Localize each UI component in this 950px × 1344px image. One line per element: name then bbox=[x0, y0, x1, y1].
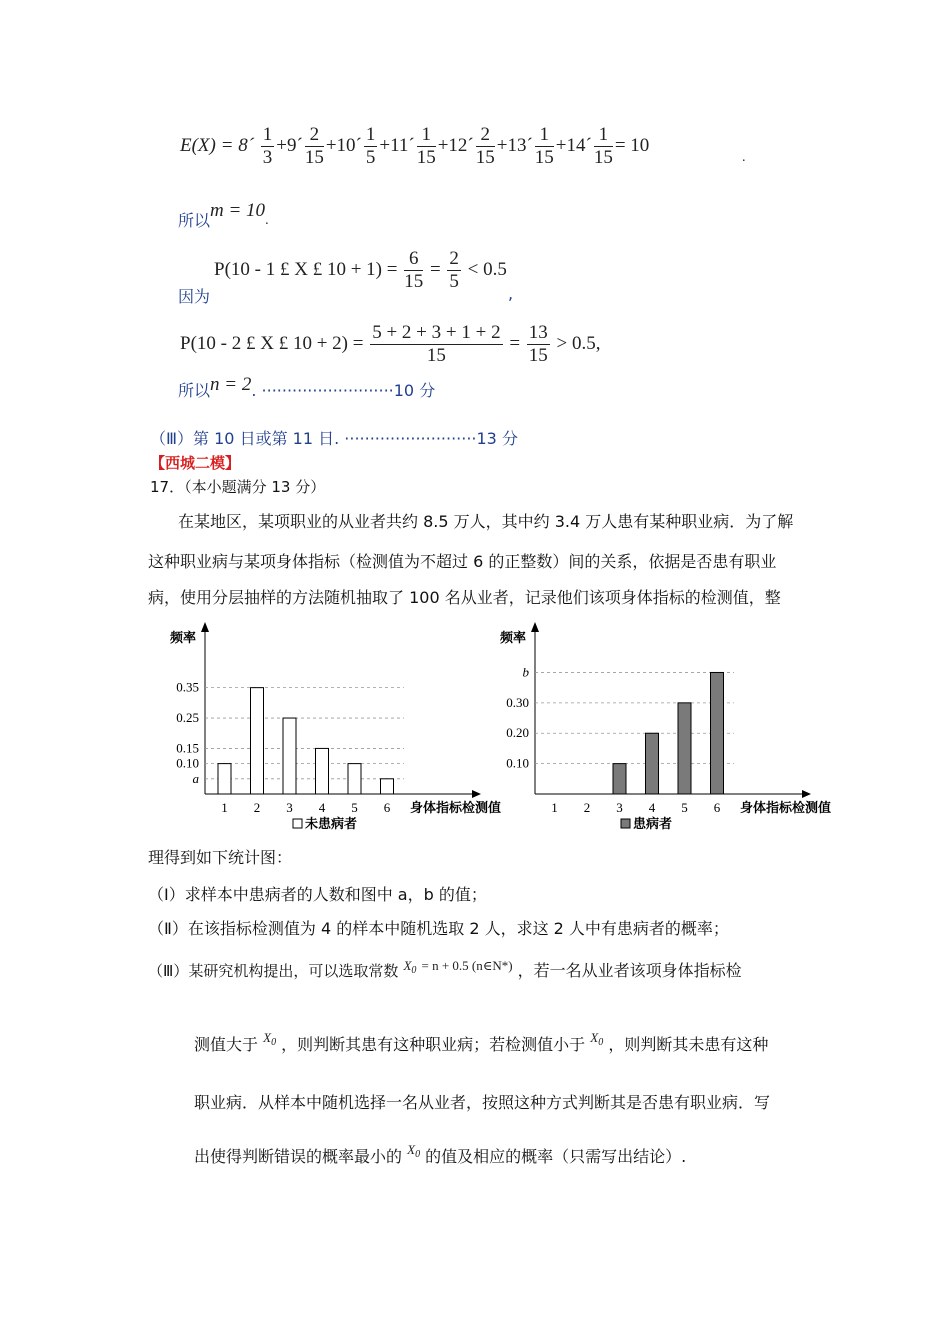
p1-f2-num: 2 bbox=[449, 248, 459, 269]
question-3-line-1 bbox=[148, 958, 742, 982]
x-tick-label: 2 bbox=[583, 800, 591, 815]
p2-f2-den: 15 bbox=[528, 345, 548, 366]
y-tick-label: 0.15 bbox=[176, 740, 199, 756]
expectation-fraction bbox=[476, 124, 495, 169]
question-3-line-4 bbox=[194, 1144, 686, 1168]
problem-para-line-2: 这种职业病与某项身体指标（检测值为不超过 6 的正整数）间的关系，依据是否患有职业 bbox=[148, 552, 777, 571]
x-tick-label: 5 bbox=[681, 800, 688, 815]
q3-x0-var-2: X bbox=[263, 1030, 272, 1045]
y-axis-arrow bbox=[531, 622, 539, 632]
fraction-denominator: 15 bbox=[475, 147, 495, 168]
fraction-numerator: 1 bbox=[594, 124, 613, 147]
question-3-line-3: 职业病．从样本中随机选择一名从业者，按照这种方式判断其是否患有职业病．写 bbox=[194, 1093, 771, 1112]
y-tick-label: b bbox=[522, 664, 529, 680]
q3-x0-sub-3: 0 bbox=[598, 1037, 604, 1048]
p2-f1-den: 15 bbox=[426, 345, 446, 366]
question-1: （Ⅰ）求样本中患病者的人数和图中 a，b 的值； bbox=[148, 885, 487, 904]
x-tick-label: 5 bbox=[351, 800, 358, 815]
fraction-numerator: 1 bbox=[535, 124, 554, 147]
because-label: 因为 bbox=[178, 287, 211, 306]
expectation-fraction bbox=[535, 124, 554, 169]
so-n-expr: n = 2 bbox=[210, 374, 252, 395]
expectation-operator: = 10 bbox=[614, 134, 650, 156]
x-axis-arrow bbox=[802, 790, 811, 798]
bar-5 bbox=[348, 764, 361, 794]
q3-x0-sub-2: 0 bbox=[271, 1037, 277, 1048]
expectation-fraction bbox=[261, 124, 275, 169]
p1-f2-den: 5 bbox=[449, 271, 459, 292]
fraction-denominator: 15 bbox=[534, 147, 554, 168]
p1-f1-den: 15 bbox=[404, 271, 424, 292]
fraction-denominator: 15 bbox=[304, 147, 324, 168]
fraction-numerator: 2 bbox=[305, 124, 324, 147]
x-axis-arrow bbox=[472, 790, 481, 798]
x-tick-label: 6 bbox=[713, 800, 721, 815]
q3-line2-a: 测值大于 bbox=[194, 1035, 259, 1054]
p2-f2-num: 13 bbox=[528, 322, 548, 343]
y-axis-label: 频率 bbox=[500, 630, 527, 645]
so-n-tail: . ··························10 分 bbox=[251, 381, 436, 400]
q3-line4-a: 出使得判断错误的概率最小的 bbox=[194, 1147, 403, 1166]
q3-constant: = n + 0.5 (n∈N*) bbox=[421, 958, 513, 973]
bar-4 bbox=[646, 733, 659, 794]
q3-part-b: ，若一名从业者该项身体指标检 bbox=[517, 961, 742, 980]
expectation-operator: +13´ bbox=[496, 134, 533, 156]
so-m-end: . bbox=[265, 213, 269, 228]
p1-comma: , bbox=[508, 284, 514, 303]
legend-swatch bbox=[293, 819, 302, 828]
p2-rhs: > 0.5, bbox=[556, 332, 601, 354]
so-m-label: 所以 bbox=[178, 211, 211, 230]
p1-lhs: P(10 - 1 £ X £ 10 + 1) = bbox=[214, 258, 398, 280]
so-m-line bbox=[178, 198, 269, 230]
y-tick-label: 0.20 bbox=[506, 725, 529, 741]
q3-x0-4 bbox=[407, 1142, 421, 1160]
x-axis-label: 身体指标检测值 bbox=[410, 800, 502, 815]
fraction-denominator: 15 bbox=[416, 147, 436, 168]
fraction-numerator: 2 bbox=[476, 124, 495, 147]
p1-f1-num: 6 bbox=[404, 248, 423, 271]
bar-3 bbox=[613, 764, 626, 794]
q3-x0 bbox=[403, 958, 417, 976]
y-axis-arrow bbox=[201, 622, 209, 632]
p2-fraction-1 bbox=[370, 322, 502, 367]
bar-2 bbox=[251, 688, 264, 794]
bar-4 bbox=[316, 748, 329, 794]
fraction-denominator: 5 bbox=[365, 147, 376, 168]
y-axis-label: 频率 bbox=[170, 630, 197, 645]
y-tick-label: a bbox=[192, 770, 199, 786]
so-n-line bbox=[178, 372, 436, 400]
p1-rhs: < 0.5 bbox=[467, 258, 507, 280]
question-2: （Ⅱ）在该指标检测值为 4 的样本中随机选取 2 人，求这 2 人中有患病者的概率； bbox=[148, 919, 729, 938]
x-tick-label: 6 bbox=[383, 800, 391, 815]
q3-x0-var-3: X bbox=[590, 1030, 599, 1045]
bar-5 bbox=[678, 703, 691, 794]
x-tick-label: 3 bbox=[286, 800, 293, 815]
p2-lhs: P(10 - 2 £ X £ 10 + 2) = bbox=[180, 332, 364, 354]
x-tick-label: 1 bbox=[221, 800, 228, 815]
p2-formula bbox=[180, 322, 601, 367]
expectation-fraction bbox=[364, 124, 378, 169]
y-tick-label: 0.35 bbox=[176, 679, 199, 695]
expectation-terms bbox=[259, 124, 650, 168]
legend-label: 患病者 bbox=[633, 816, 673, 831]
q3-x0-sub: 0 bbox=[411, 965, 417, 976]
y-tick-label: 0.10 bbox=[506, 755, 529, 771]
x-tick-label: 2 bbox=[253, 800, 261, 815]
q3-line2-c: ，则判断其未患有这种 bbox=[608, 1035, 769, 1054]
problem-para-line-3: 病，使用分层抽样的方法随机抽取了 100 名从业者，记录他们该项身体指标的检测值，整 bbox=[148, 588, 781, 607]
legend-swatch bbox=[621, 819, 630, 828]
chart-sick bbox=[490, 618, 850, 838]
p2-f1-num: 5 + 2 + 3 + 1 + 2 bbox=[372, 322, 501, 343]
bar-6 bbox=[381, 779, 394, 794]
so-m-expr: m = 10 bbox=[210, 200, 266, 221]
y-tick-label: 0.30 bbox=[506, 694, 529, 710]
p1-fraction-2 bbox=[447, 248, 461, 293]
x-axis-label: 身体指标检测值 bbox=[740, 800, 832, 815]
fraction-numerator: 1 bbox=[365, 124, 376, 145]
q3-line4-b: 的值及相应的概率（只需写出结论）. bbox=[425, 1147, 687, 1166]
question-3-line-2 bbox=[194, 1032, 768, 1056]
bar-6 bbox=[711, 672, 724, 794]
problem-number: 17．（本小题满分 13 分） bbox=[150, 478, 326, 496]
so-n-label: 所以 bbox=[178, 381, 211, 400]
expectation-fraction bbox=[417, 124, 436, 169]
part3-answer: （Ⅲ）第 10 日或第 11 日. ··························13 分 bbox=[150, 429, 518, 448]
problem-para-line-1: 在某地区，某项职业的从业者共约 8.5 万人，其中约 3.4 万人患有某种职业病．为了解 bbox=[178, 512, 794, 531]
expectation-operator: +10´ bbox=[325, 134, 362, 156]
y-tick-label: 0.10 bbox=[176, 755, 199, 771]
expectation-fraction bbox=[305, 124, 324, 169]
p1-fraction-1 bbox=[404, 248, 423, 293]
bar-1 bbox=[218, 764, 231, 794]
x-tick-label: 4 bbox=[318, 800, 326, 815]
q3-x0-sub-4: 0 bbox=[415, 1149, 421, 1160]
fraction-denominator: 3 bbox=[262, 147, 273, 168]
chart-not-sick bbox=[160, 618, 520, 838]
x-tick-label: 4 bbox=[648, 800, 656, 815]
fraction-numerator: 1 bbox=[262, 124, 273, 145]
p1-formula bbox=[214, 248, 507, 293]
q3-x0-2 bbox=[263, 1030, 277, 1048]
q3-line2-b: ，则判断其患有这种职业病；若检测值小于 bbox=[281, 1035, 586, 1054]
expectation-end: . bbox=[742, 150, 746, 165]
q3-x0-var: X bbox=[403, 958, 412, 973]
p1-eq: = bbox=[429, 258, 441, 280]
expectation-operator: +9´ bbox=[276, 134, 303, 156]
legend-label: 未患病者 bbox=[305, 816, 358, 831]
problem-para-line-4: 理得到如下统计图： bbox=[148, 848, 293, 867]
x-tick-label: 1 bbox=[551, 800, 558, 815]
bar-3 bbox=[283, 718, 296, 794]
p2-fraction-2 bbox=[527, 322, 550, 367]
x-tick-label: 3 bbox=[616, 800, 623, 815]
expectation-fraction bbox=[594, 124, 613, 169]
expectation-operator: +14´ bbox=[555, 134, 592, 156]
expectation-operator: +12´ bbox=[437, 134, 474, 156]
q3-part-a: （Ⅲ）某研究机构提出，可以选取常数 bbox=[148, 962, 399, 980]
fraction-numerator: 1 bbox=[417, 124, 436, 147]
y-tick-label: 0.25 bbox=[176, 710, 199, 726]
fraction-denominator: 15 bbox=[593, 147, 613, 168]
expectation-formula bbox=[180, 124, 649, 169]
section-tag: 【西城二模】 bbox=[150, 454, 241, 472]
expectation-operator: +11´ bbox=[379, 134, 415, 156]
expectation-lhs: E(X) = 8´ bbox=[180, 134, 255, 156]
q3-x0-var-4: X bbox=[407, 1142, 416, 1157]
q3-x0-3 bbox=[590, 1030, 604, 1048]
p2-eq: = bbox=[509, 332, 521, 354]
